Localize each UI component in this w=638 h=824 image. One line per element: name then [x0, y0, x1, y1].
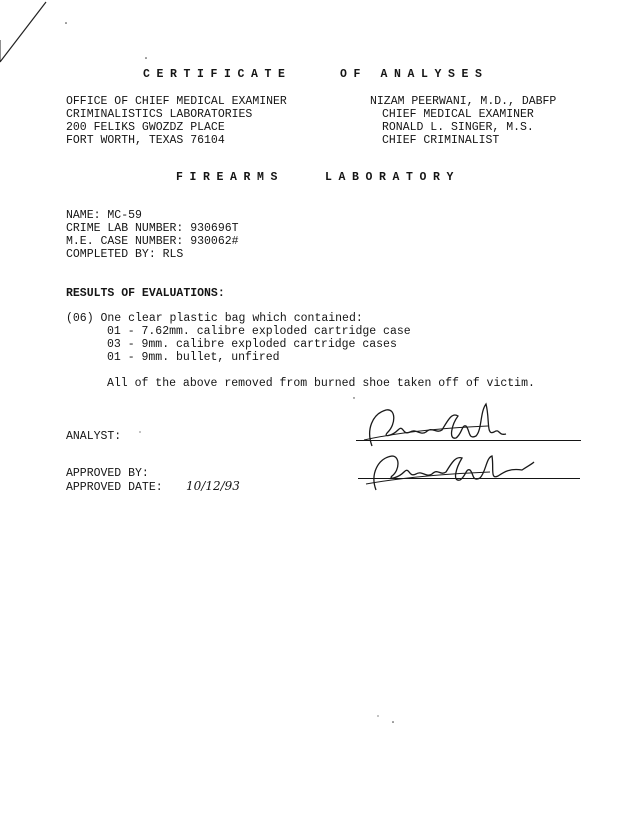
list-item: 01 - 7.62mm. calibre exploded cartridge case [107, 325, 411, 338]
certificate-title-right: OF ANALYSES [340, 68, 489, 81]
certificate-title-left: CERTIFICATE [143, 68, 292, 81]
staff-line: CHIEF MEDICAL EXAMINER [382, 108, 534, 121]
item-intro: (06) One clear plastic bag which contained: [66, 312, 363, 325]
lab-title-left: FIREARMS [176, 171, 285, 184]
analyst-label: ANALYST: [66, 430, 122, 443]
approved-date-value: 10/12/93 [186, 479, 240, 493]
note: All of the above removed from burned shoe taken off of victim. [107, 377, 535, 390]
completed-by: COMPLETED BY: RLS [66, 248, 184, 261]
office-line: FORT WORTH, TEXAS 76104 [66, 134, 225, 147]
office-line: CRIMINALISTICS LABORATORIES [66, 108, 253, 121]
me-case-number: M.E. CASE NUMBER: 930062# [66, 235, 239, 248]
lab-title-right: LABORATORY [325, 171, 461, 184]
crime-lab-number: CRIME LAB NUMBER: 930696T [66, 222, 239, 235]
office-line: OFFICE OF CHIEF MEDICAL EXAMINER [66, 95, 287, 108]
list-item: 03 - 9mm. calibre exploded cartridge cases [107, 338, 397, 351]
approved-by-label: APPROVED BY: [66, 467, 149, 480]
results-heading: RESULTS OF EVALUATIONS: [66, 287, 225, 300]
staff-line: CHIEF CRIMINALIST [382, 134, 500, 147]
staff-line: RONALD L. SINGER, M.S. [382, 121, 534, 134]
approved-date-label: APPROVED DATE: [66, 481, 163, 494]
office-line: 200 FELIKS GWOZDZ PLACE [66, 121, 225, 134]
staff-line: NIZAM PEERWANI, M.D., DABFP [370, 95, 557, 108]
list-item: 01 - 9mm. bullet, unfired [107, 351, 280, 364]
case-name: NAME: MC-59 [66, 209, 142, 222]
